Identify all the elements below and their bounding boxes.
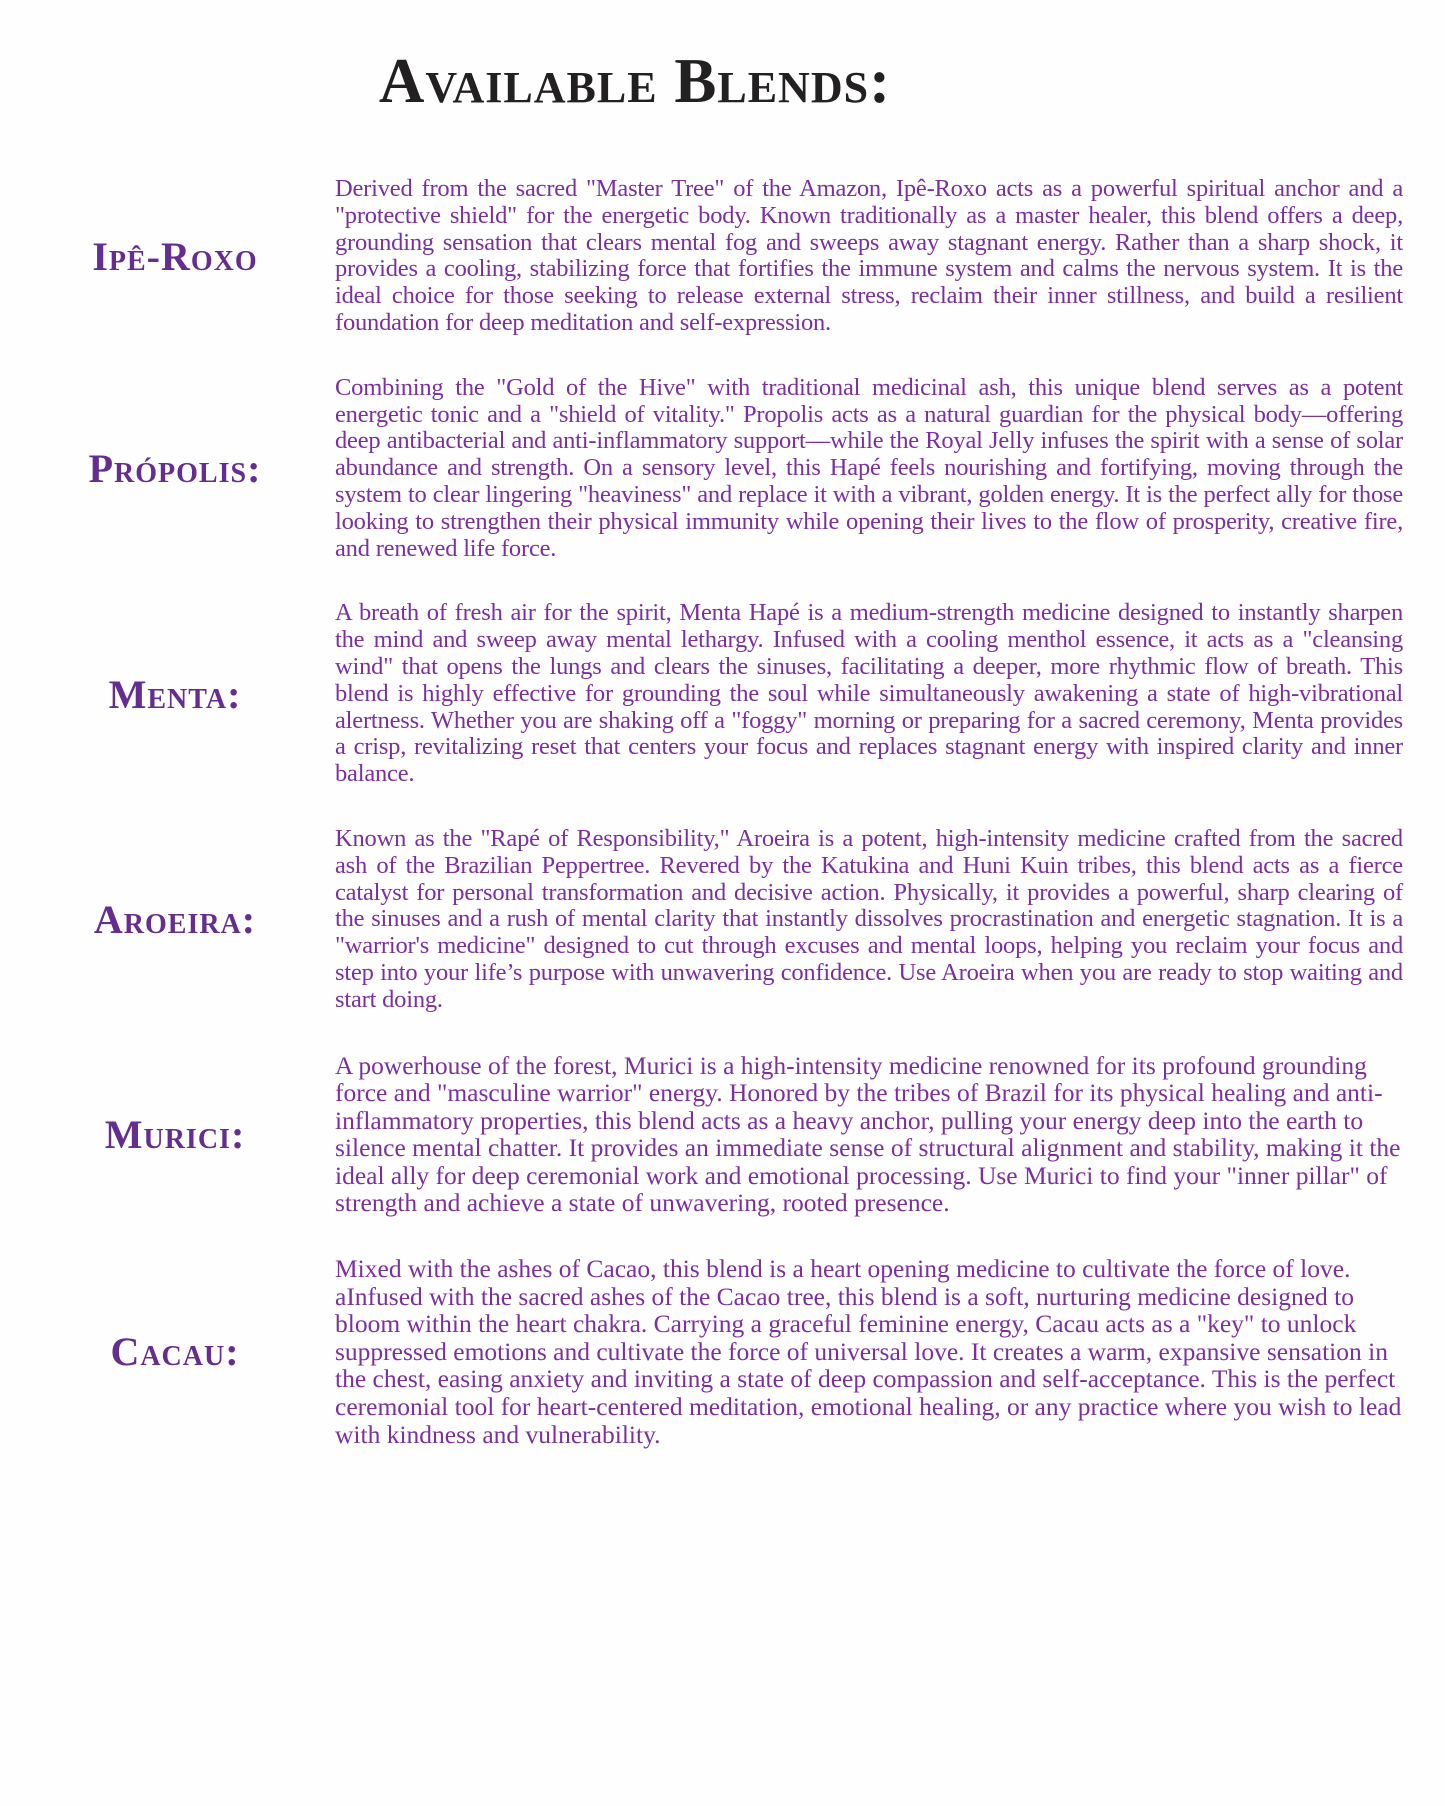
blend-description: A breath of fresh air for the spirit, Menta Hapé is a medium-strength medicine designed to instantly sharpen the mind and sweep away mental lethargy. Infused with a cooling menthol essence, it acts as a "cleansing wind" that opens the lungs and clears the sinuses, facilitating a deeper, more rhythmic flow of breath. This blend is highly effective for grounding the soul while simultaneously awakening a state of high-vibrational alertness. Whether you are shaking off a "foggy" morning or preparing for a sacred ceremony, Menta provides a crisp, revitalizing reset that centers your focus and replaces stagnant energy with inspired clarity and inner balance.: [335, 599, 1403, 788]
blend-name-label: Cacau:: [110, 1329, 240, 1375]
blend-list: [0, 176, 1445, 1486]
blend-name-label: Murici:: [104, 1111, 246, 1157]
page-title: Available Blends:: [378, 46, 892, 116]
blend-row-aroeira: [0, 826, 1445, 1014]
blend-name-label: Própolis:: [88, 446, 262, 492]
blend-row-cacau: [0, 1255, 1445, 1448]
blend-description: Combining the "Gold of the Hive" with traditional medicinal ash, this unique blend serves as a potent energetic tonic and a "shield of vitality." Propolis acts as a natural guardian for the physical body—offering deep antibacterial and anti-inflammatory support—while the Royal Jelly infuses the spirit with a sense of solar abundance and strength. On a sensory level, this Hapé feels nourishing and fortifying, moving through the system to clear lingering "heaviness" and replace it with a vibrant, golden energy. It is the perfect ally for those looking to strengthen their physical immunity while opening their lives to the flow of prosperity, creative fire, and renewed life force.: [335, 373, 1403, 562]
blend-description: Known as the "Rapé of Responsibility," Aroeira is a potent, high-intensity medicine crafted from the sacred ash of the Brazilian Peppertree. Revered by the Katukina and Huni Kuin tribes, this blend acts as a fierce catalyst for personal transformation and decisive action. Physically, it provides a powerful, sharp clearing of the sinuses and a rush of mental clarity that instantly dissolves procrastination and energetic stagnation. It is a "warrior's medicine" designed to cut through excuses and mental loops, helping you reclaim your focus and step into your life’s purpose with unwavering confidence. Use Aroeira when you are ready to stop waiting and start doing.: [335, 824, 1403, 1013]
blend-name-label: Aroeira:: [93, 897, 257, 943]
blend-row-murici: [0, 1052, 1445, 1218]
blend-name-label: Ipê-Roxo: [92, 233, 258, 279]
blend-row-menta: [0, 600, 1445, 788]
blend-description: Mixed with the ashes of Cacao, this blend is a heart opening medicine to cultivate the force of love. aInfused with the sacred ashes of the Cacao tree, this blend is a soft, nurturing medicine designed to bloom within the heart chakra. Carrying a graceful feminine energy, Cacau acts as a "key" to unlock suppressed emotions and cultivate the force of universal love. It creates a warm, expansive sensation in the chest, easing anxiety and inviting a state of deep compassion and self-acceptance. This is the perfect ceremonial tool for heart-centered meditation, emotional healing, or any practice where you wish to lead with kindness and vulnerability.: [335, 1254, 1402, 1449]
blend-row-ipe-roxo: [0, 176, 1445, 337]
blend-description: A powerhouse of the forest, Murici is a high-intensity medicine renowned for its profound grounding force and "masculine warrior" energy. Honored by the tribes of Brazil for its physical healing and anti-inflammatory properties, this blend acts as a heavy anchor, pulling your energy deep into the earth to silence mental chatter. It provides an immediate sense of structural alignment and stability, making it the ideal ally for deep ceremonial work and emotional processing. Use Murici to find your "inner pillar" of strength and achieve a state of unwavering, rooted presence.: [335, 1050, 1401, 1218]
blend-row-propolis: [0, 375, 1445, 563]
blend-name-label: Menta:: [108, 671, 242, 717]
blend-description: Derived from the sacred "Master Tree" of the Amazon, Ipê-Roxo acts as a powerful spiritual anchor and a "protective shield" for the energetic body. Known traditionally as a master healer, this blend offers a deep, grounding sensation that clears mental fog and sweeps away stagnant energy. Rather than a sharp shock, it provides a cooling, stabilizing force that fortifies the immune system and calms the nervous system. It is the ideal choice for those seeking to release external stress, reclaim their inner stillness, and build a resilient foundation for deep meditation and self-expression.: [335, 175, 1403, 336]
